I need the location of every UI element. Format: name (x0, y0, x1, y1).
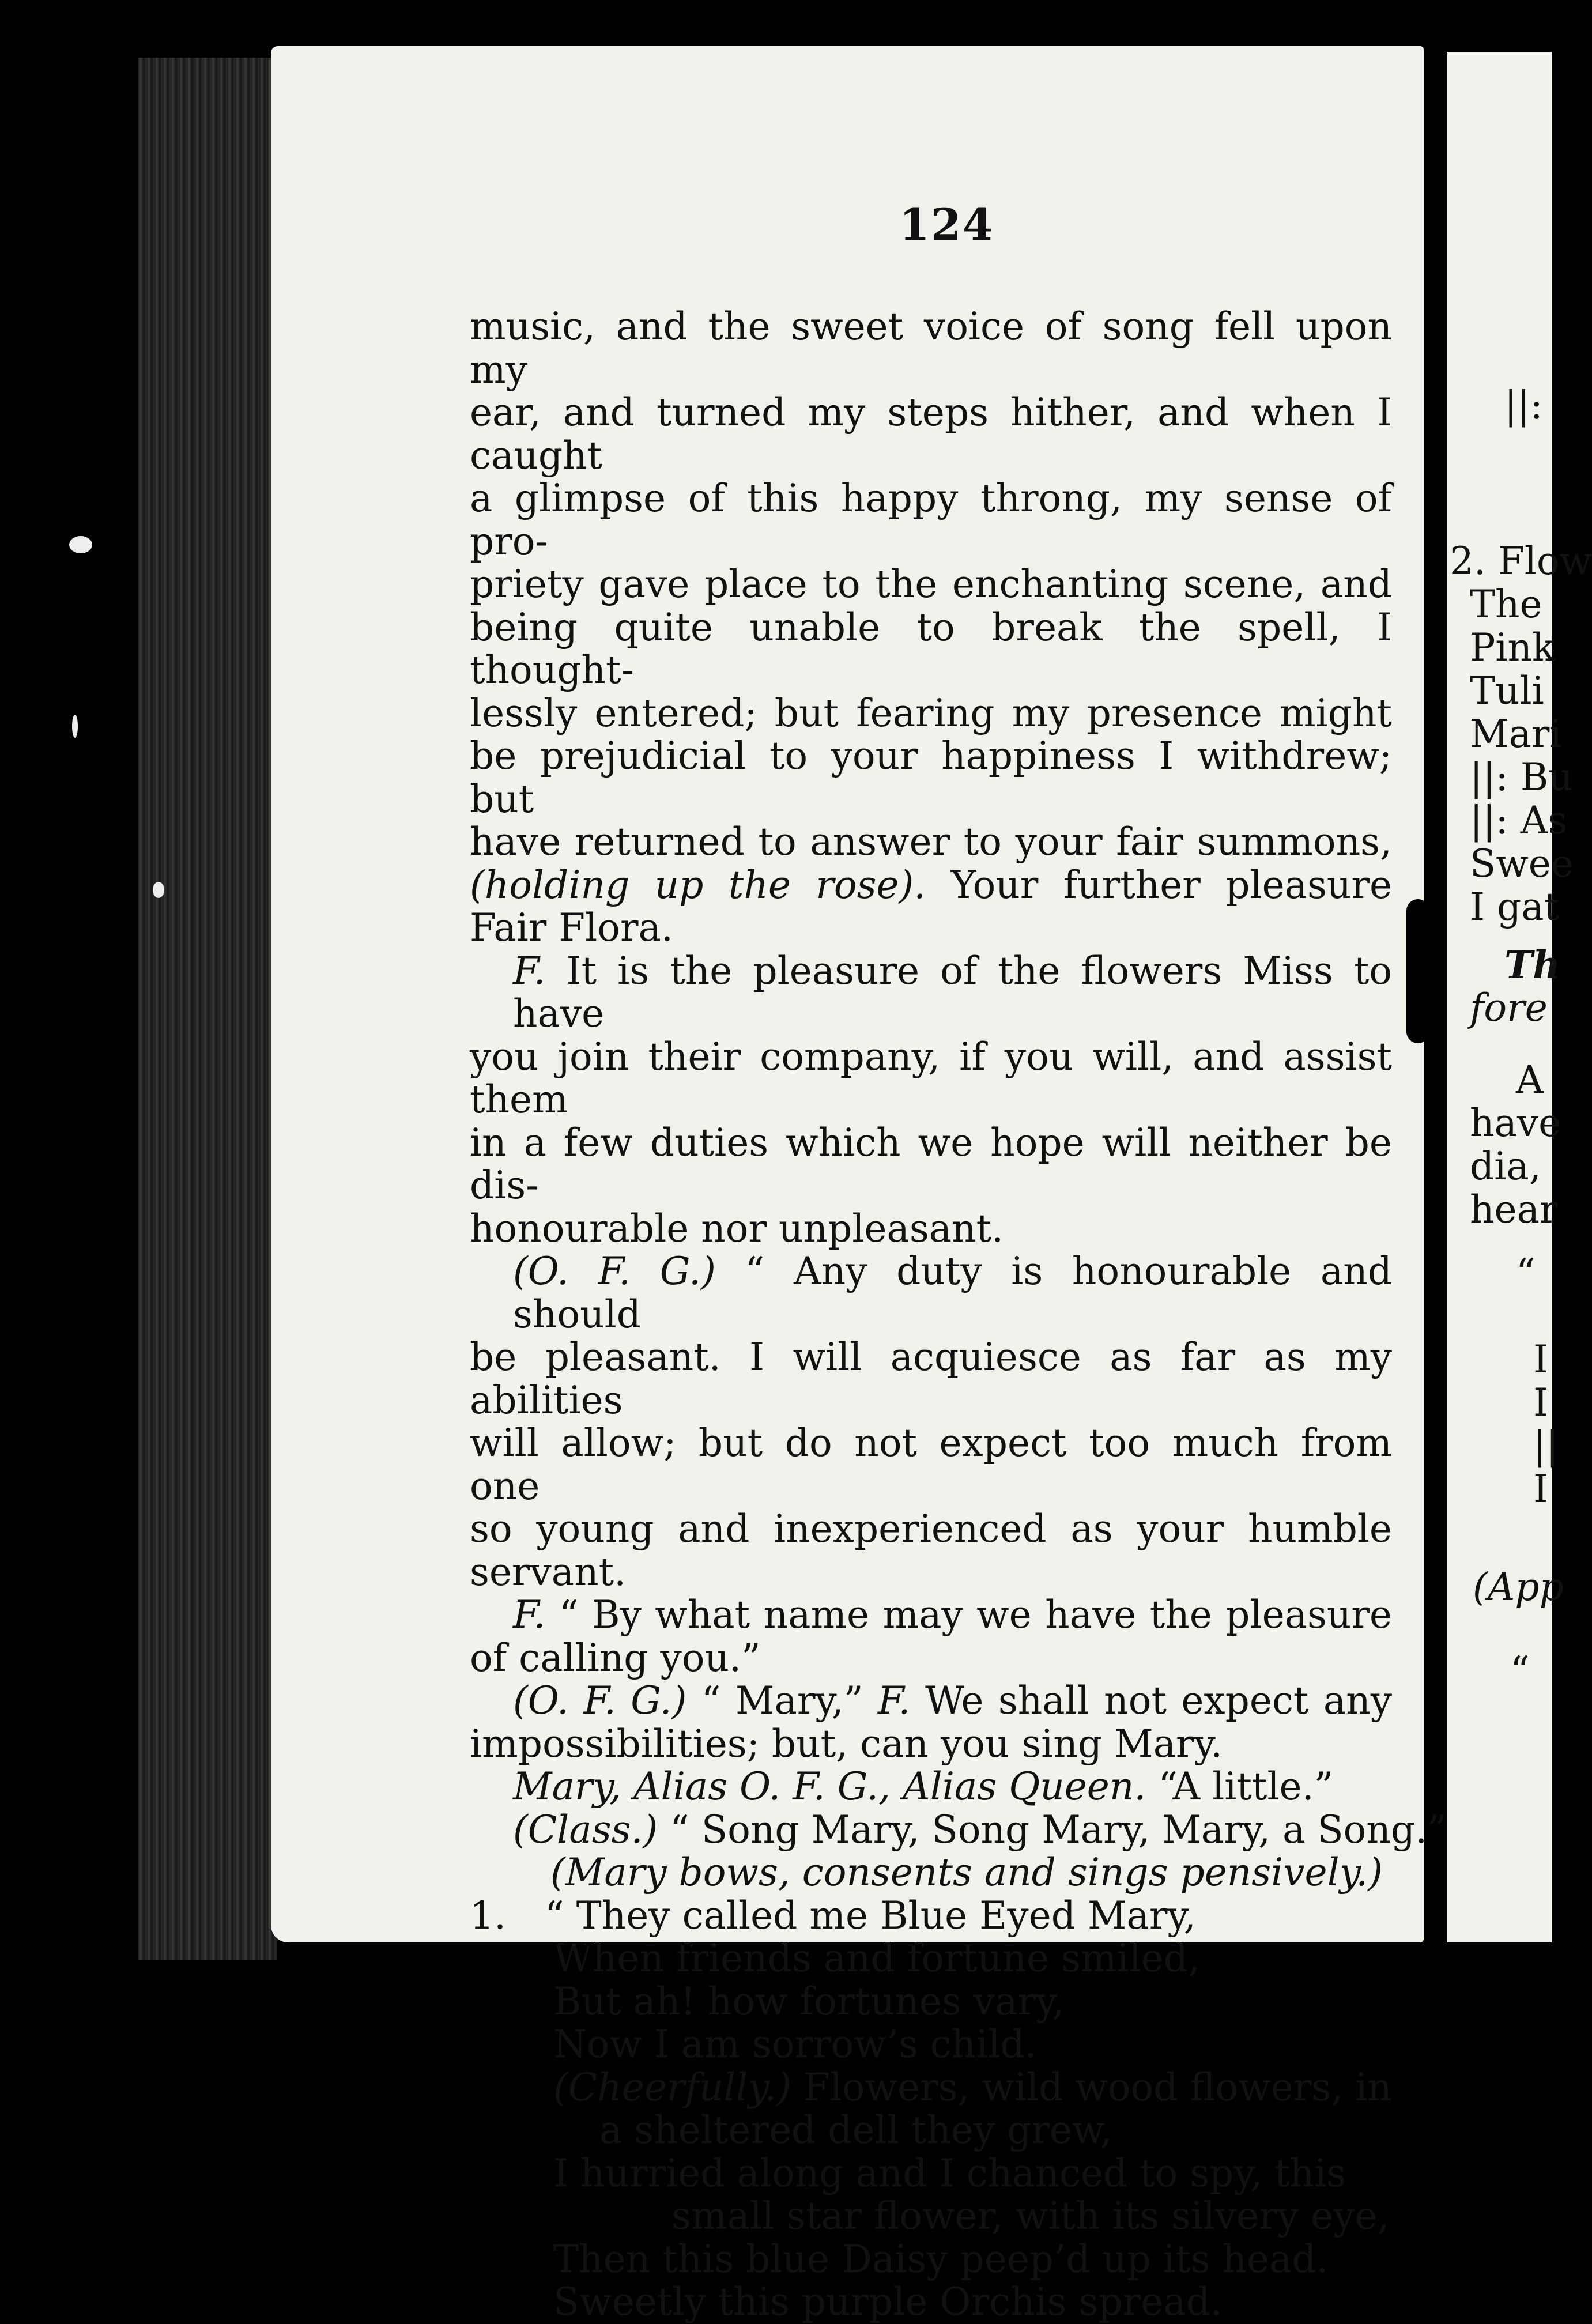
adjacent-fragment: Th (1504, 942, 1561, 987)
adjacent-fragment: Tuli (1470, 669, 1544, 713)
text-line: honourable nor unpleasant. (470, 1206, 1004, 1251)
song-line: But ah! how fortunes vary, (553, 1979, 1065, 2024)
text-fragment: “ Mary,” (686, 1678, 878, 1723)
adjacent-fragment: Pink (1470, 625, 1556, 670)
text-line: have returned to answer to your fair summons, (470, 820, 1392, 864)
speaker-label: (Class.) (513, 1807, 658, 1852)
text-fragment: Your further pleasure (926, 862, 1392, 907)
adjacent-fragment: || (1533, 1424, 1559, 1468)
text-fragment: It is the pleasure of the flowers Miss to have (513, 948, 1392, 1036)
stage-direction-inline: (Cheerfully.) (553, 2065, 791, 2110)
scan-speck (72, 715, 78, 738)
page-number: 124 (899, 199, 994, 250)
adjacent-fragment: “ (1510, 1648, 1530, 1693)
scan-speck (69, 536, 92, 553)
adjacent-fragment: I (1533, 1337, 1549, 1382)
song-line: Now I am sorrow’s child. (553, 2022, 1037, 2066)
text-fragment: “A little.” (1146, 1764, 1334, 1809)
text-line: impossibilities; but, can you sing Mary. (470, 1721, 1223, 1766)
page-text (470, 304, 1447, 2324)
adjacent-fragment: Swee (1470, 842, 1574, 886)
stage-direction: (Mary bows, consents and sings pensively.) (550, 1850, 1383, 1895)
speaker-label: F. (878, 1678, 911, 1723)
gutter-shadow (1406, 899, 1429, 1043)
adjacent-fragment: I (1533, 1467, 1549, 1511)
text-line: you join their company, if you will, and assist them (470, 1034, 1392, 1122)
text-line (470, 864, 1392, 907)
text-line: being quite unable to break the spell, I thought- (470, 605, 1392, 692)
adjacent-fragment: dia, (1470, 1144, 1541, 1189)
adjacent-fragment: I (1533, 1380, 1549, 1425)
speech-line (470, 950, 1392, 1036)
text-fragment: We shall not expect any (910, 1678, 1392, 1723)
text-fragment: “ By what name may we have the pleasure (545, 1593, 1392, 1637)
song-line: Then this blue Daisy peep’d up its head. (553, 2236, 1329, 2281)
speech-line (470, 1250, 1392, 1336)
text-line: ear, and turned my steps hither, and when I caught (470, 390, 1392, 478)
text-line: will allow; but do not expect too much from one (470, 1421, 1392, 1508)
scan-speck (153, 882, 164, 898)
song-line (470, 2066, 1392, 2110)
adjacent-fragment: have (1470, 1101, 1561, 1145)
speech-line (470, 1594, 1392, 1637)
book-spine-edge (138, 58, 277, 1960)
song-line: Sweetly this purple Orchis spread. (553, 2280, 1223, 2324)
verse-number: 1. (470, 1893, 506, 1938)
text-fragment: Flowers, wild wood flowers, in (791, 2065, 1392, 2110)
speaker-label: (O. F. G.) (513, 1249, 716, 1293)
speaker-label: F. (513, 948, 546, 993)
text-line: of calling you.” (470, 1635, 761, 1680)
adjacent-fragment: ||: Bu (1470, 755, 1573, 799)
adjacent-fragment: (App (1473, 1565, 1564, 1609)
speaker-label: Mary, Alias O. F. G., Alias Queen. (513, 1764, 1146, 1809)
text-line: be pleasant. I will acquiesce as far as my abilities (470, 1335, 1392, 1423)
adjacent-fragment: fore (1470, 986, 1548, 1030)
adjacent-page (1447, 52, 1592, 1942)
text-fragment: “ Any duty is honourable and should (513, 1249, 1392, 1337)
text-fragment: “ Song Mary, Song Mary, Mary, a Song.” (658, 1807, 1447, 1852)
text-line: a glimpse of this happy throng, my sense of pro- (470, 476, 1392, 564)
adjacent-fragment: ||: As (1470, 798, 1568, 843)
text-line: Fair Flora. (470, 906, 673, 950)
text-fragment: “ They called me Blue Eyed Mary, (545, 1893, 1196, 1938)
stage-direction-inline: (holding up the rose). (470, 862, 926, 907)
adjacent-fragment: 2. Flow (1450, 539, 1592, 583)
text-line: in a few duties which we hope will neither be dis- (470, 1120, 1392, 1208)
text-line: music, and the sweet voice of song fell upon my (470, 304, 1392, 392)
text-line: so young and inexperienced as your humble servant. (470, 1507, 1392, 1594)
text-line: priety gave place to the enchanting scene, and (470, 562, 1392, 606)
song-line: I hurried along and I chanced to spy, this (553, 2151, 1346, 2195)
adjacent-fragment: Mari (1470, 712, 1562, 756)
speech-line (470, 1765, 1392, 1809)
song-line (470, 1895, 1392, 1938)
speech-line (470, 1680, 1392, 1723)
text-line: be prejudicial to your happiness I withdrew; but (470, 734, 1392, 821)
speaker-label: (O. F. G.) (513, 1678, 687, 1723)
speech-line (470, 1807, 1447, 1852)
adjacent-fragment: “ (1516, 1251, 1536, 1295)
song-line: When friends and fortune smiled, (553, 1936, 1200, 1980)
song-line: a sheltered dell they grew, (599, 2108, 1112, 2152)
text-line: lessly entered; but fearing my presence might (470, 691, 1392, 735)
speaker-label: F. (513, 1593, 546, 1637)
adjacent-fragment: A (1516, 1058, 1544, 1102)
song-line: small star flower, with its silvery eye, (671, 2194, 1390, 2238)
adjacent-fragment: ||: (1504, 383, 1543, 428)
adjacent-fragment: hear (1470, 1187, 1558, 1232)
adjacent-fragment: I gat (1470, 885, 1560, 929)
adjacent-fragment: The (1470, 582, 1542, 627)
